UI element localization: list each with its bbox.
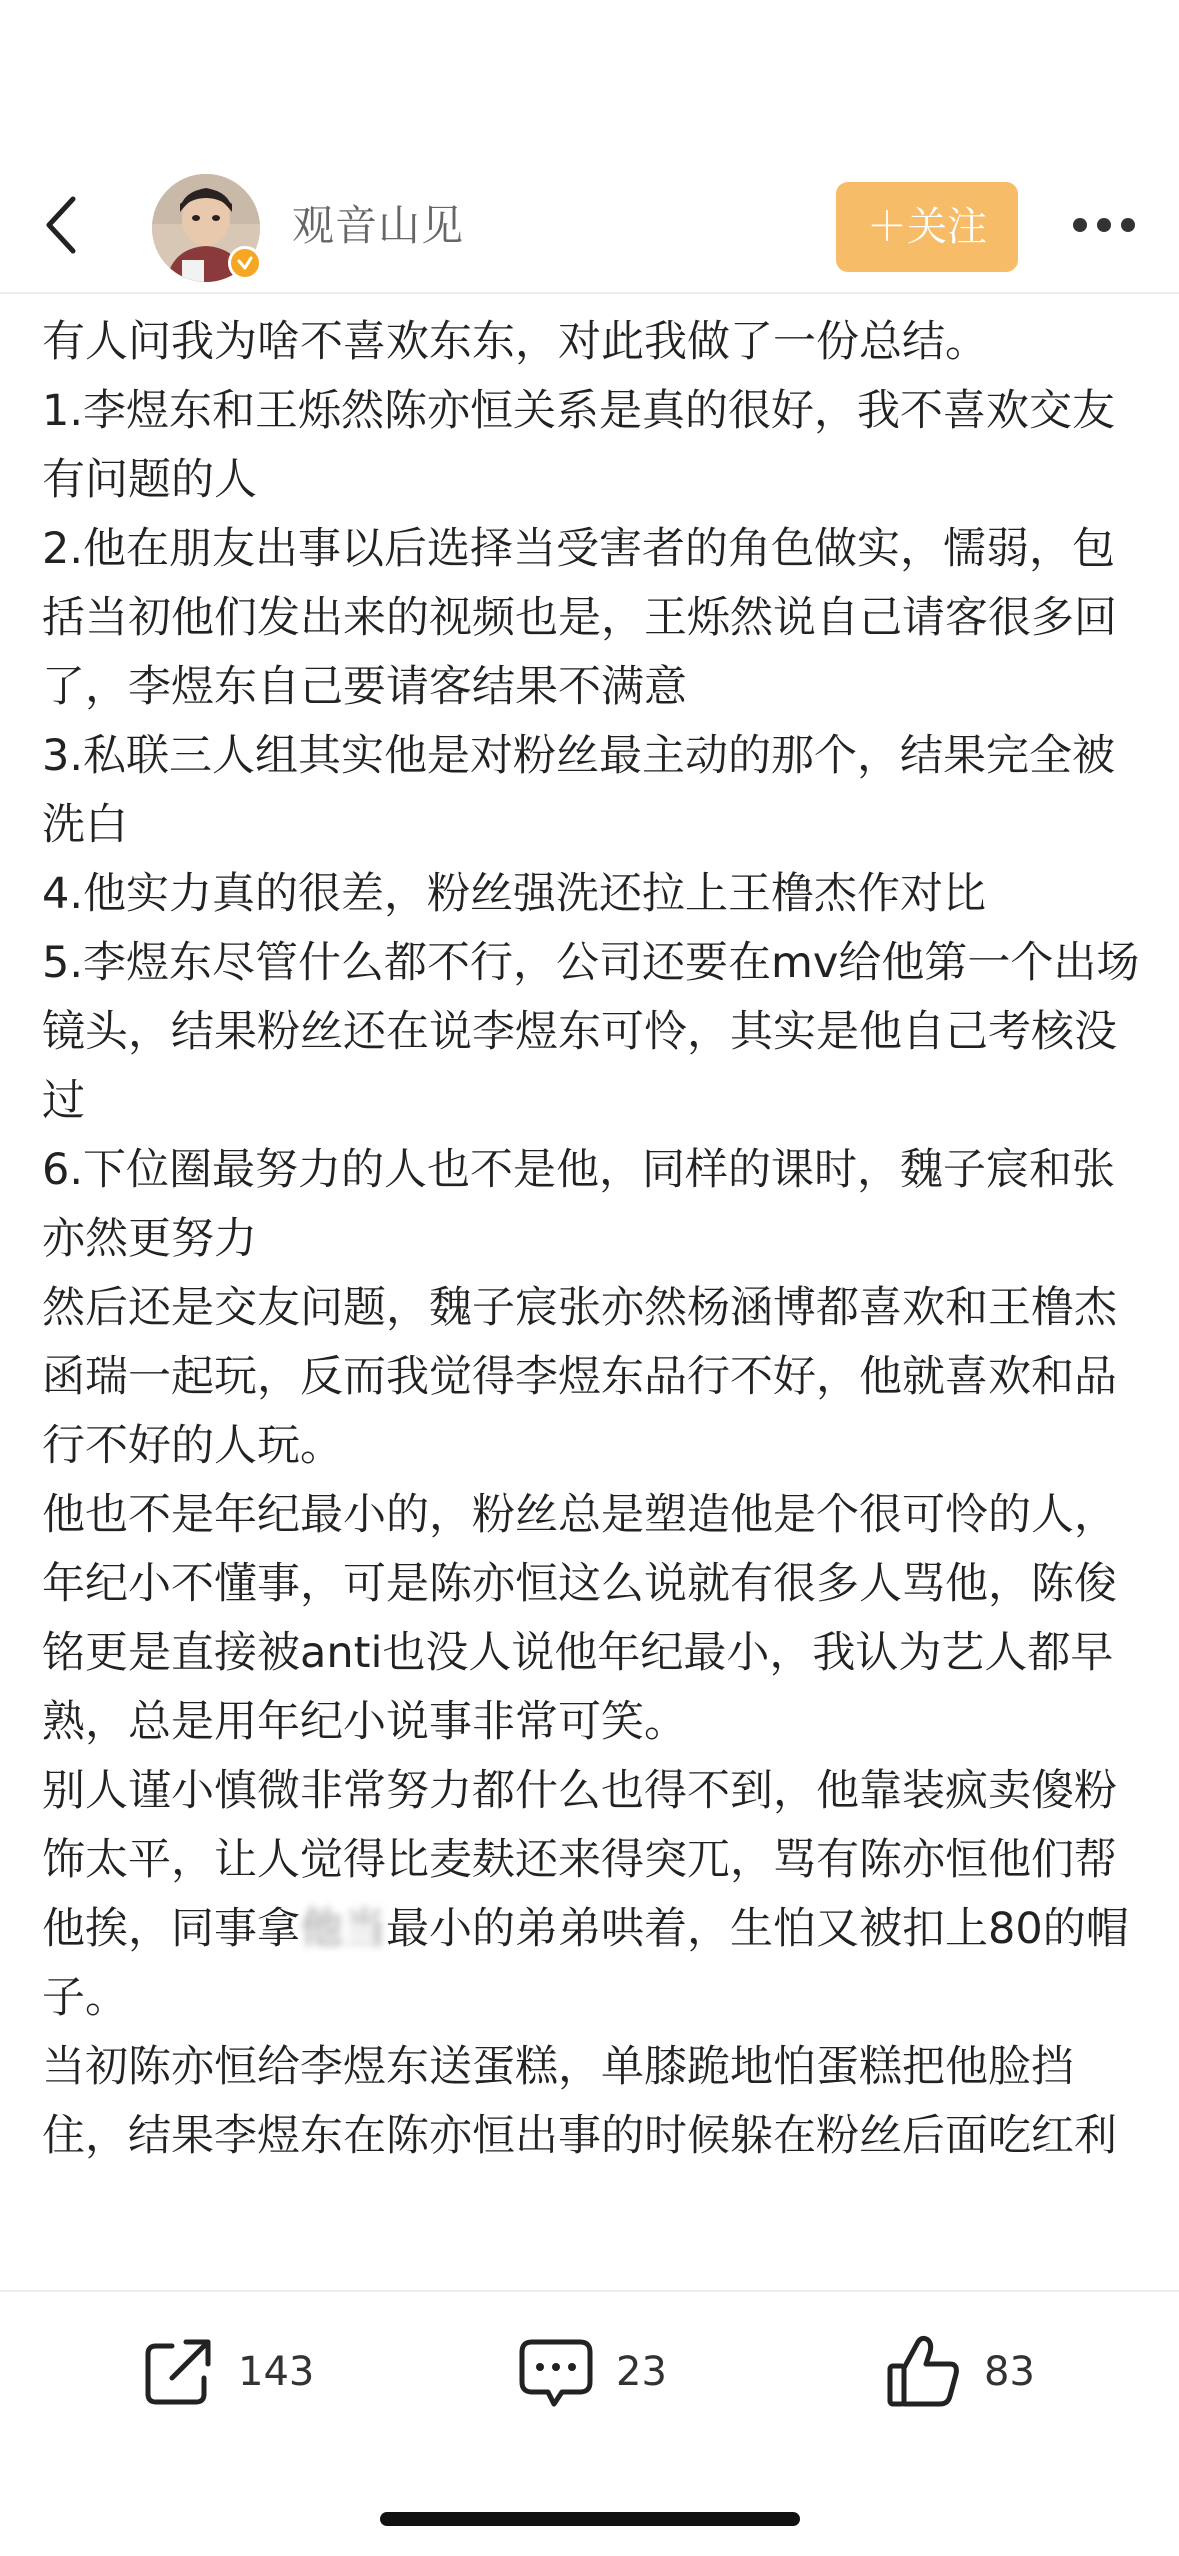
chevron-left-icon bbox=[41, 195, 81, 255]
avatar[interactable] bbox=[152, 174, 260, 282]
username[interactable]: 观音山见 bbox=[292, 201, 465, 250]
like-button[interactable] bbox=[884, 2332, 1035, 2412]
home-indicator[interactable] bbox=[380, 2512, 800, 2526]
post-paragraph: 5.李煜东尽管什么都不行，公司还要在mv给他第一个出场镜头，结果粉丝还在说李煜东可怜，其实是他自己考核没过 bbox=[42, 938, 1140, 1126]
comment-bubble-icon bbox=[516, 2332, 596, 2412]
post-paragraph: 有人问我为啥不喜欢东东，对此我做了一份总结。 bbox=[42, 317, 988, 367]
blurred-text: 他当 bbox=[300, 1904, 386, 1954]
post-content bbox=[42, 308, 1146, 2290]
comment-button[interactable] bbox=[516, 2332, 667, 2412]
post-paragraph: 1.李煜东和王烁然陈亦恒关系是真的很好，我不喜欢交友有问题的人 bbox=[42, 386, 1116, 505]
action-bar bbox=[0, 2290, 1179, 2442]
more-horizontal-icon bbox=[1121, 218, 1135, 232]
post-paragraph: 4.他实力真的很差，粉丝强洗还拉上王橹杰作对比 bbox=[42, 869, 987, 919]
post-paragraph: 当初陈亦恒给李煜东送蛋糕，单膝跪地怕蛋糕把他脸挡住，结果李煜东在陈亦恒出事的时候躲在粉丝后面吃红利 bbox=[42, 2042, 1117, 2161]
verified-badge-icon bbox=[228, 246, 262, 280]
post-text: 别人谨小慎微非常努力都什么也得不到，他靠装疯卖傻粉饰太平，让人觉得比麦麸还来得突兀，骂有陈亦恒他们帮他挨，同事拿 bbox=[42, 1766, 1117, 1954]
post-paragraph: 然后还是交友问题，魏子宸张亦然杨涵博都喜欢和王橹杰函瑞一起玩，反而我觉得李煜东品行不好，他就喜欢和品行不好的人玩。 bbox=[42, 1283, 1117, 1471]
post-paragraph: 他也不是年纪最小的，粉丝总是塑造他是个很可怜的人，年纪小不懂事，可是陈亦恒这么说就有很多人骂他，陈俊铭更是直接被anti也没人说他年纪最小，我认为艺人都早熟，总是用年纪小说事非常可笑。 bbox=[42, 1490, 1117, 1747]
share-arrow-icon bbox=[138, 2332, 218, 2412]
thumbs-up-icon bbox=[884, 2332, 964, 2412]
post-text: 最小的弟弟哄着，生怕又被扣上80的帽子。 bbox=[42, 1904, 1129, 2023]
more-horizontal-icon bbox=[1073, 218, 1087, 232]
comment-count: 23 bbox=[616, 2349, 667, 2395]
more-options-button[interactable] bbox=[1064, 200, 1144, 250]
post-paragraph: 6.下位圈最努力的人也不是他，同样的课时，魏子宸和张亦然更努力 bbox=[42, 1145, 1116, 1264]
post-header bbox=[0, 160, 1179, 292]
follow-button[interactable]: ＋关注 bbox=[836, 182, 1018, 272]
repost-button[interactable] bbox=[138, 2332, 314, 2412]
header-divider bbox=[0, 292, 1179, 294]
post-paragraph bbox=[42, 1757, 1146, 2033]
post-paragraph: 2.他在朋友出事以后选择当受害者的角色做实，懦弱，包括当初他们发出来的视频也是，王烁然说自己请客很多回了，李煜东自己要请客结果不满意 bbox=[42, 524, 1117, 712]
post-paragraph: 3.私联三人组其实他是对粉丝最主动的那个，结果完全被洗白 bbox=[42, 731, 1116, 850]
back-button[interactable] bbox=[26, 190, 96, 260]
more-horizontal-icon bbox=[1097, 218, 1111, 232]
like-count: 83 bbox=[984, 2349, 1035, 2395]
repost-count: 143 bbox=[238, 2349, 315, 2395]
